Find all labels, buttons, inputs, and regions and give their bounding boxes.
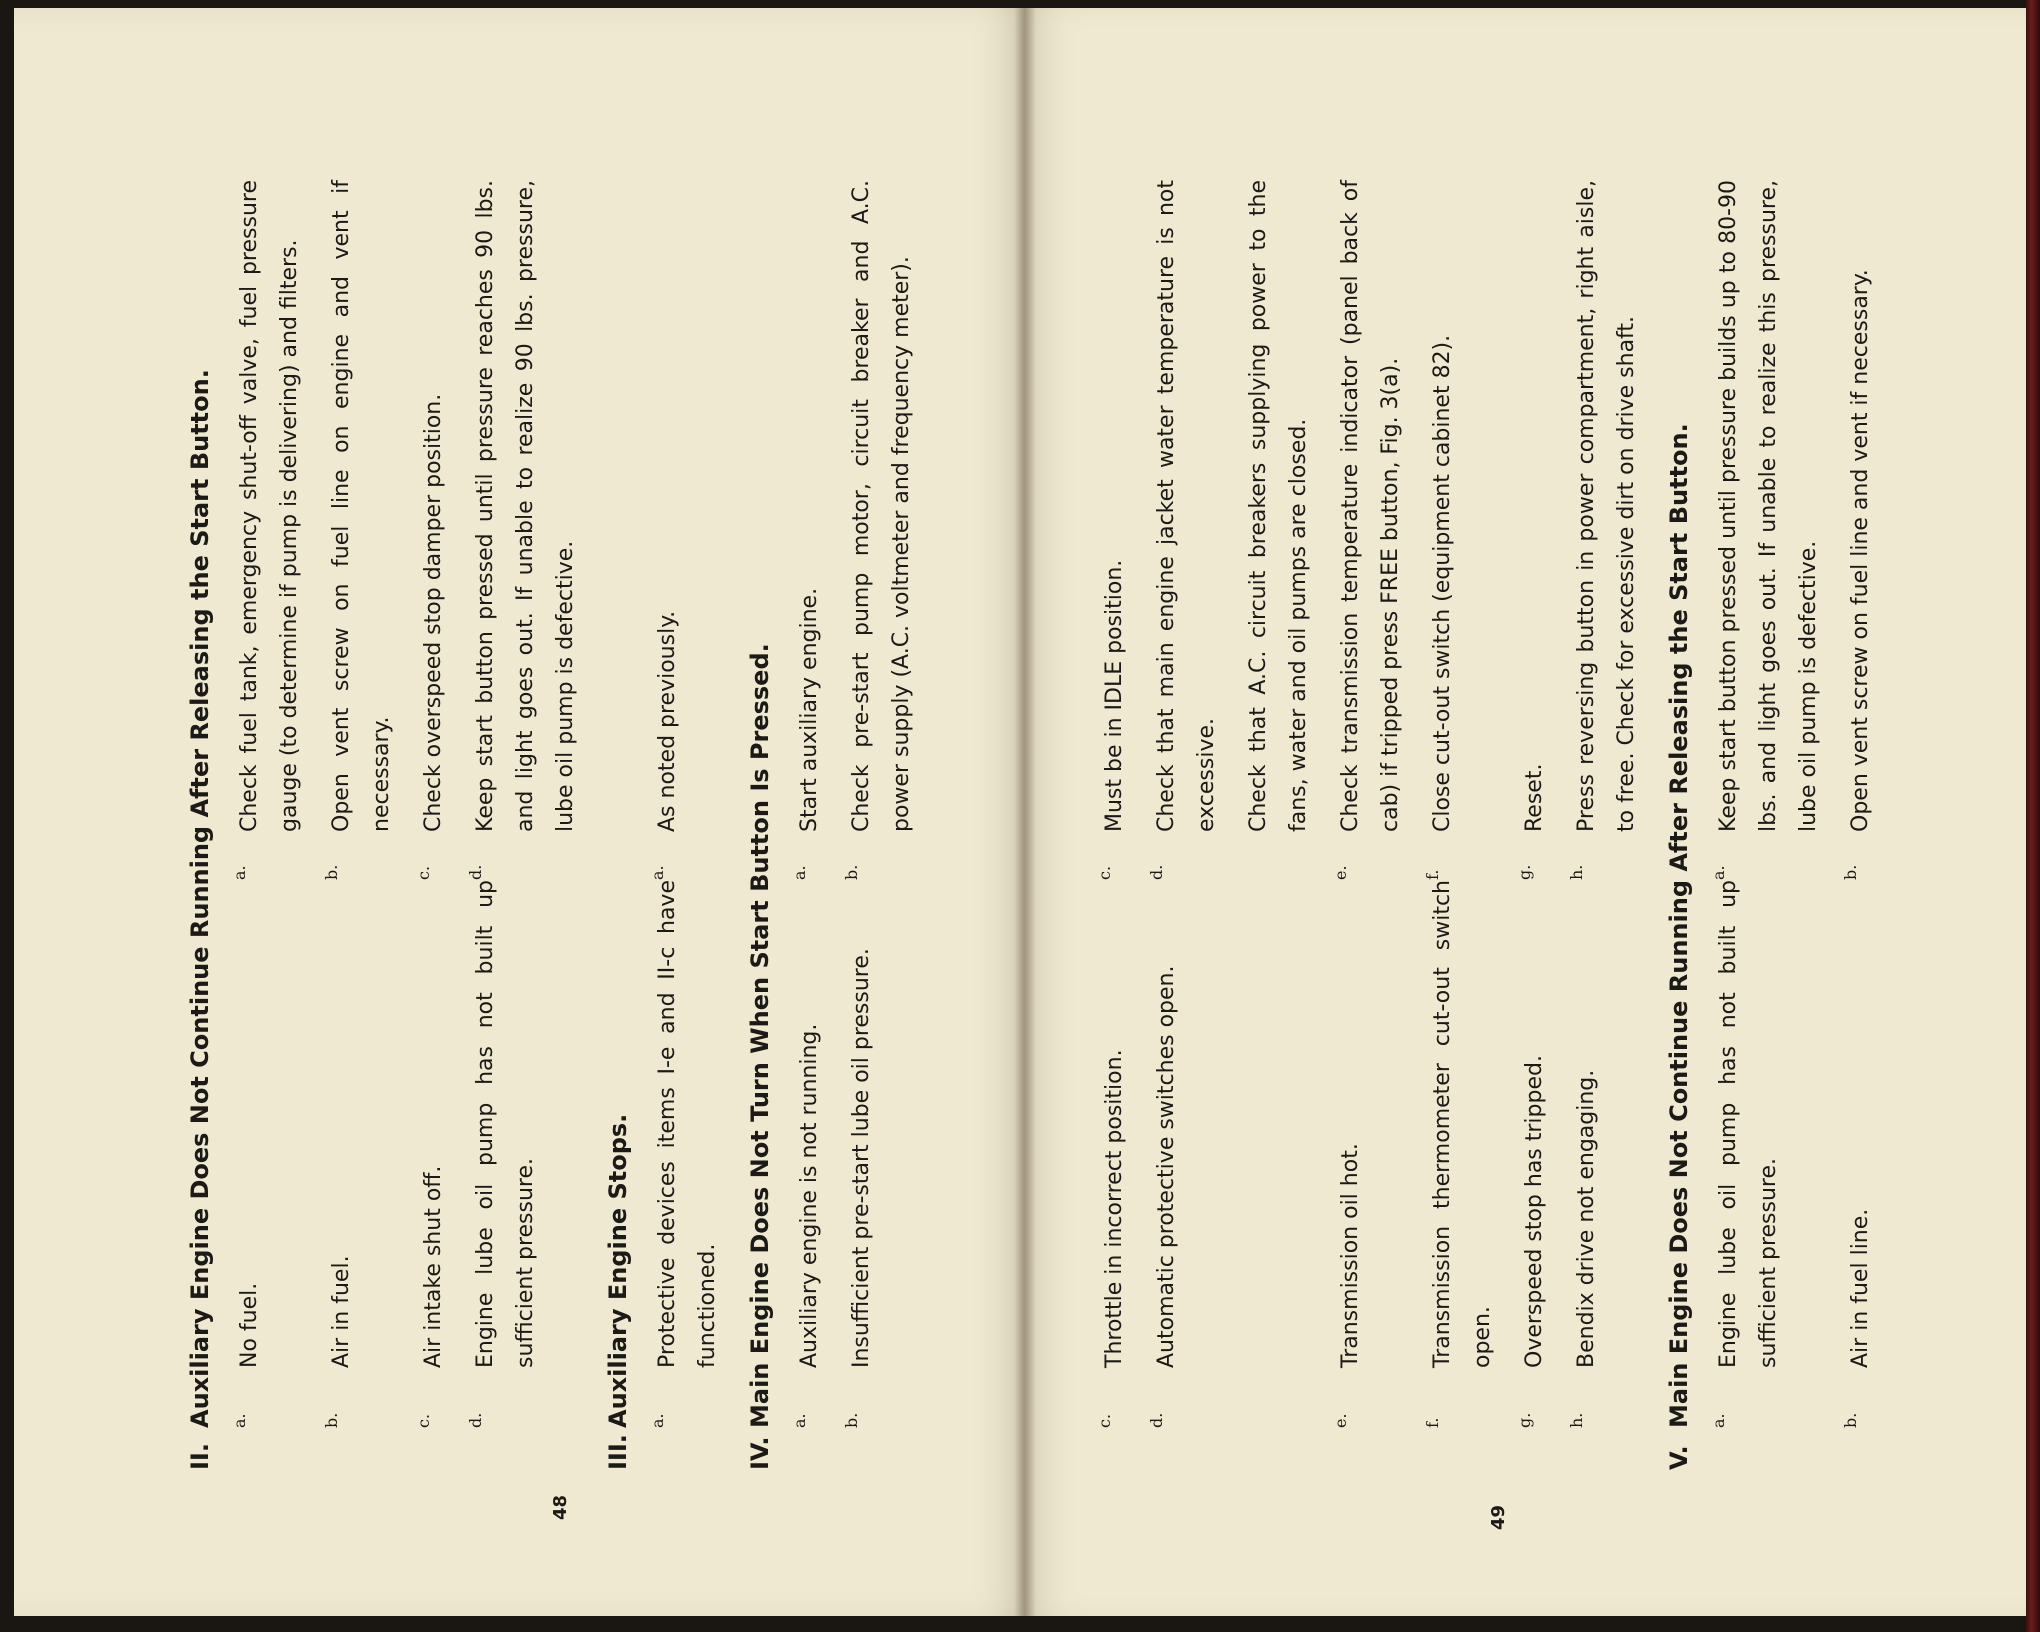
- section-number: IV.: [746, 1436, 774, 1470]
- remedy-text: Check pre-start pump motor, circuit breaker and A.C. power supply (A.C. voltmeter and frequency meter).: [849, 180, 914, 832]
- page-number-right: 49: [1488, 1504, 1509, 1530]
- trouble-row: [414, 90, 454, 1470]
- trouble-row: [466, 90, 586, 1470]
- cause-text: Engine lube oil pump has not built up sufficient pressure.: [473, 880, 538, 1368]
- cause-text: Air in fuel.: [329, 1255, 354, 1368]
- remedy-text: Check fuel tank, emergency shut-off valve, fuel pressure gauge (to determine if pump is delivering) and filters.: [237, 180, 302, 832]
- trouble-row: [1841, 90, 1881, 1470]
- remedy-letter: c.: [414, 865, 433, 880]
- section-heading: [740, 90, 780, 1470]
- cause-text: Automatic protective switches open.: [1154, 965, 1179, 1368]
- remedy-text: Reset.: [1522, 763, 1547, 832]
- remedy-letter: d.: [466, 864, 485, 880]
- section-heading: [1659, 90, 1699, 1470]
- cause-text: Overspeed stop has tripped.: [1522, 1055, 1547, 1368]
- remedy-text: Start auxiliary engine.: [797, 587, 822, 832]
- remedy-text-secondary: Check that A.C. circuit breakers supplying power to the fans, water and oil pumps are closed.: [1246, 180, 1311, 832]
- item-letter: b.: [322, 1412, 341, 1428]
- item-letter: a.: [1709, 1413, 1728, 1428]
- remedy-letter: a.: [1709, 865, 1728, 880]
- section-number: III.: [604, 1434, 632, 1470]
- cause-text: Engine lube oil pump has not built up sufficient pressure.: [1716, 880, 1781, 1368]
- remedy-letter: h.: [1567, 864, 1586, 880]
- remedy-text: As noted previously.: [655, 610, 680, 832]
- remedy-text: Keep start button pressed until pressure builds up to 80-90 lbs. and light goes out. If unable to realize this pressure, lube oil pump is defective.: [1716, 180, 1821, 832]
- book-gutter: [1014, 8, 1036, 1616]
- remedy-letter: b.: [842, 864, 861, 880]
- page-number-left: 48: [550, 1494, 571, 1520]
- item-letter: d.: [466, 1412, 485, 1428]
- remedy-text: Check transmission temperature indicator (panel back of cab) if tripped press FREE button, Fig. 3(a).: [1338, 180, 1403, 832]
- item-letter: h.: [1567, 1412, 1586, 1428]
- section-number: V.: [1665, 1445, 1693, 1470]
- item-letter: e.: [1331, 1413, 1350, 1428]
- right-page-content: [1095, 90, 1915, 1470]
- trouble-row: [1515, 90, 1555, 1470]
- remedy-text: Close cut-out switch (equipment cabinet 82).: [1430, 334, 1455, 832]
- remedy-text: Open vent screw on fuel line and vent if necessary.: [1848, 269, 1873, 832]
- cause-text: Protective devices items I-e and II-c have functioned.: [655, 880, 720, 1368]
- section-title: Main Engine Does Not Turn When Start Button Is Pressed.: [746, 643, 774, 1428]
- trouble-row: [322, 90, 402, 1470]
- cause-text: Transmission oil hot.: [1338, 1143, 1363, 1368]
- remedy-letter: b.: [1841, 864, 1860, 880]
- cause-text: Insufficient pre-start lube oil pressure.: [849, 948, 874, 1368]
- remedy-letter: a.: [230, 865, 249, 880]
- section-title: Main Engine Does Not Continue Running After Releasing the Start Button.: [1665, 423, 1693, 1428]
- item-letter: c.: [1095, 1413, 1114, 1428]
- remedy-letter: c.: [1095, 865, 1114, 880]
- trouble-row: [1567, 90, 1647, 1470]
- item-letter: a.: [230, 1413, 249, 1428]
- item-letter: d.: [1147, 1412, 1166, 1428]
- book-cover-edge: [2026, 0, 2040, 1632]
- item-letter: b.: [1841, 1412, 1860, 1428]
- trouble-row: [842, 90, 922, 1470]
- remedy-text: Check overspeed stop damper position.: [421, 393, 446, 832]
- section-title: Auxiliary Engine Stops.: [604, 1113, 632, 1428]
- remedy-letter: e.: [1331, 865, 1350, 880]
- item-letter: c.: [414, 1413, 433, 1428]
- trouble-row: [1709, 90, 1829, 1470]
- remedy-text: Open vent screw on fuel line on engine and vent if necessary.: [329, 180, 394, 832]
- remedy-letter: b.: [322, 864, 341, 880]
- cause-text: Air intake shut off.: [421, 1165, 446, 1368]
- left-page-content: [180, 90, 980, 1470]
- remedy-text: Press reversing button in power compartment, right aisle, to free. Check for excessive dirt on drive shaft.: [1574, 180, 1639, 832]
- remedy-letter: d.: [1147, 864, 1166, 880]
- cause-text: Transmission thermometer cut-out switch open.: [1430, 880, 1495, 1368]
- item-letter: a.: [790, 1413, 809, 1428]
- trouble-row: [1331, 90, 1411, 1470]
- remedy-text: Check that main engine jacket water temperature is not excessive.: [1154, 180, 1219, 832]
- trouble-row: [648, 90, 728, 1470]
- item-letter: f.: [1423, 1417, 1442, 1428]
- trouble-row: [1147, 90, 1319, 1470]
- trouble-row: [1095, 90, 1135, 1470]
- section-number: II.: [186, 1443, 214, 1470]
- remedy-text: Must be in IDLE position.: [1102, 559, 1127, 832]
- item-letter: b.: [842, 1412, 861, 1428]
- section-title: Auxiliary Engine Does Not Continue Running After Releasing the Start Button.: [186, 369, 214, 1428]
- item-letter: g.: [1515, 1412, 1534, 1428]
- trouble-row: [1423, 90, 1503, 1470]
- cause-text: Auxiliary engine is not running.: [797, 1023, 822, 1368]
- section-heading: [598, 90, 638, 1470]
- remedy-letter: f.: [1423, 869, 1442, 880]
- cause-text: Air in fuel line.: [1848, 1208, 1873, 1368]
- section-heading: [180, 90, 220, 1470]
- remedy-letter: a.: [648, 865, 667, 880]
- remedy-letter: g.: [1515, 864, 1534, 880]
- remedy-letter: a.: [790, 865, 809, 880]
- cause-text: Bendix drive not engaging.: [1574, 1069, 1599, 1368]
- cause-text: Throttle in incorrect position.: [1102, 1049, 1127, 1368]
- remedy-text: Keep start button pressed until pressure reaches 90 lbs. and light goes out. If unable to realize 90 lbs. pressure, lube oil pump is defective.: [473, 180, 578, 832]
- trouble-row: [790, 90, 830, 1470]
- item-letter: a.: [648, 1413, 667, 1428]
- cause-text: No fuel.: [237, 1282, 262, 1368]
- trouble-row: [230, 90, 310, 1470]
